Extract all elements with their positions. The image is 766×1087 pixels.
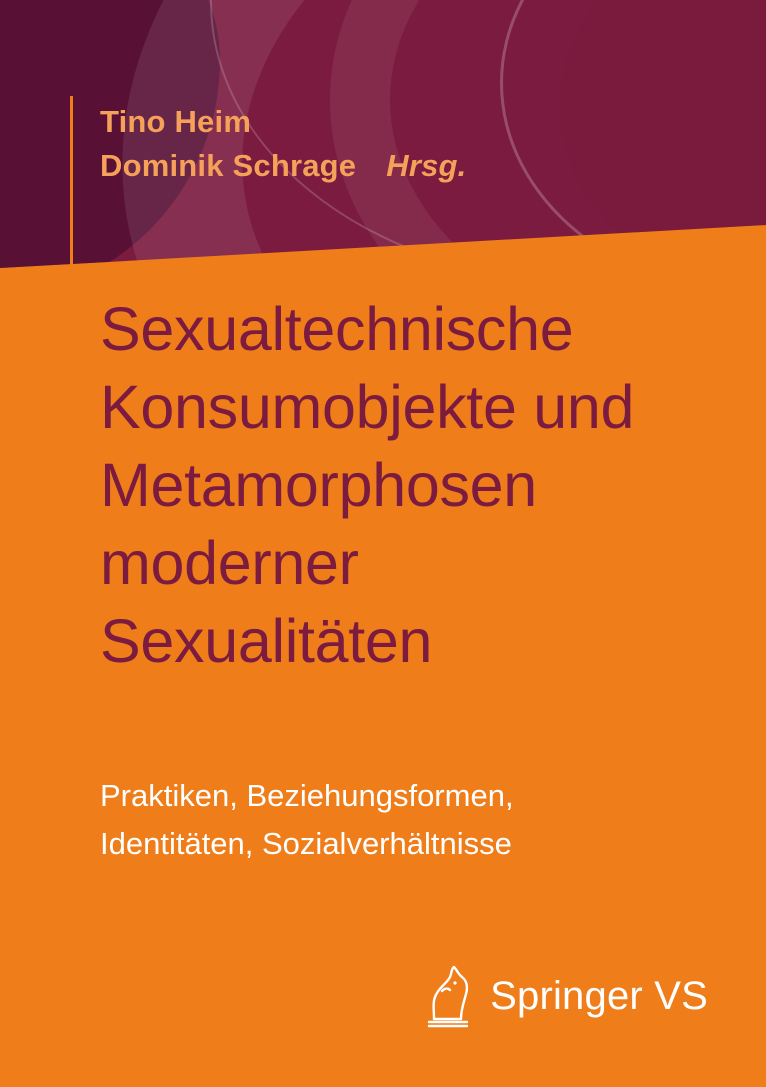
editor-name-2: Dominik Schrage [100,148,357,184]
page-subtitle [100,772,720,868]
title-line-4: moderner [100,529,359,598]
subtitle-line-1: Praktiken, Beziehungsformen, [100,778,514,813]
editors-block [100,100,467,188]
editor-line-2 [100,144,467,188]
publisher-logo [420,963,708,1029]
title-line-2: Konsumobjekte und [100,373,635,442]
subtitle-line-2: Identitäten, Sozialverhältnisse [100,826,512,862]
editor-name-1: Tino Heim [100,104,252,139]
vertical-rule [70,96,73,388]
title-line-1: Sexualtechnische [100,295,574,363]
page-title [100,290,740,680]
decorative-blob-right [560,0,766,270]
publisher-name: Springer VS [490,974,708,1018]
title-line-3: Metamorphosen [100,451,537,520]
editor-role: Hrsg. [386,148,467,184]
title-line-5: Sexualitäten [100,607,433,676]
springer-knight-icon [420,963,476,1029]
